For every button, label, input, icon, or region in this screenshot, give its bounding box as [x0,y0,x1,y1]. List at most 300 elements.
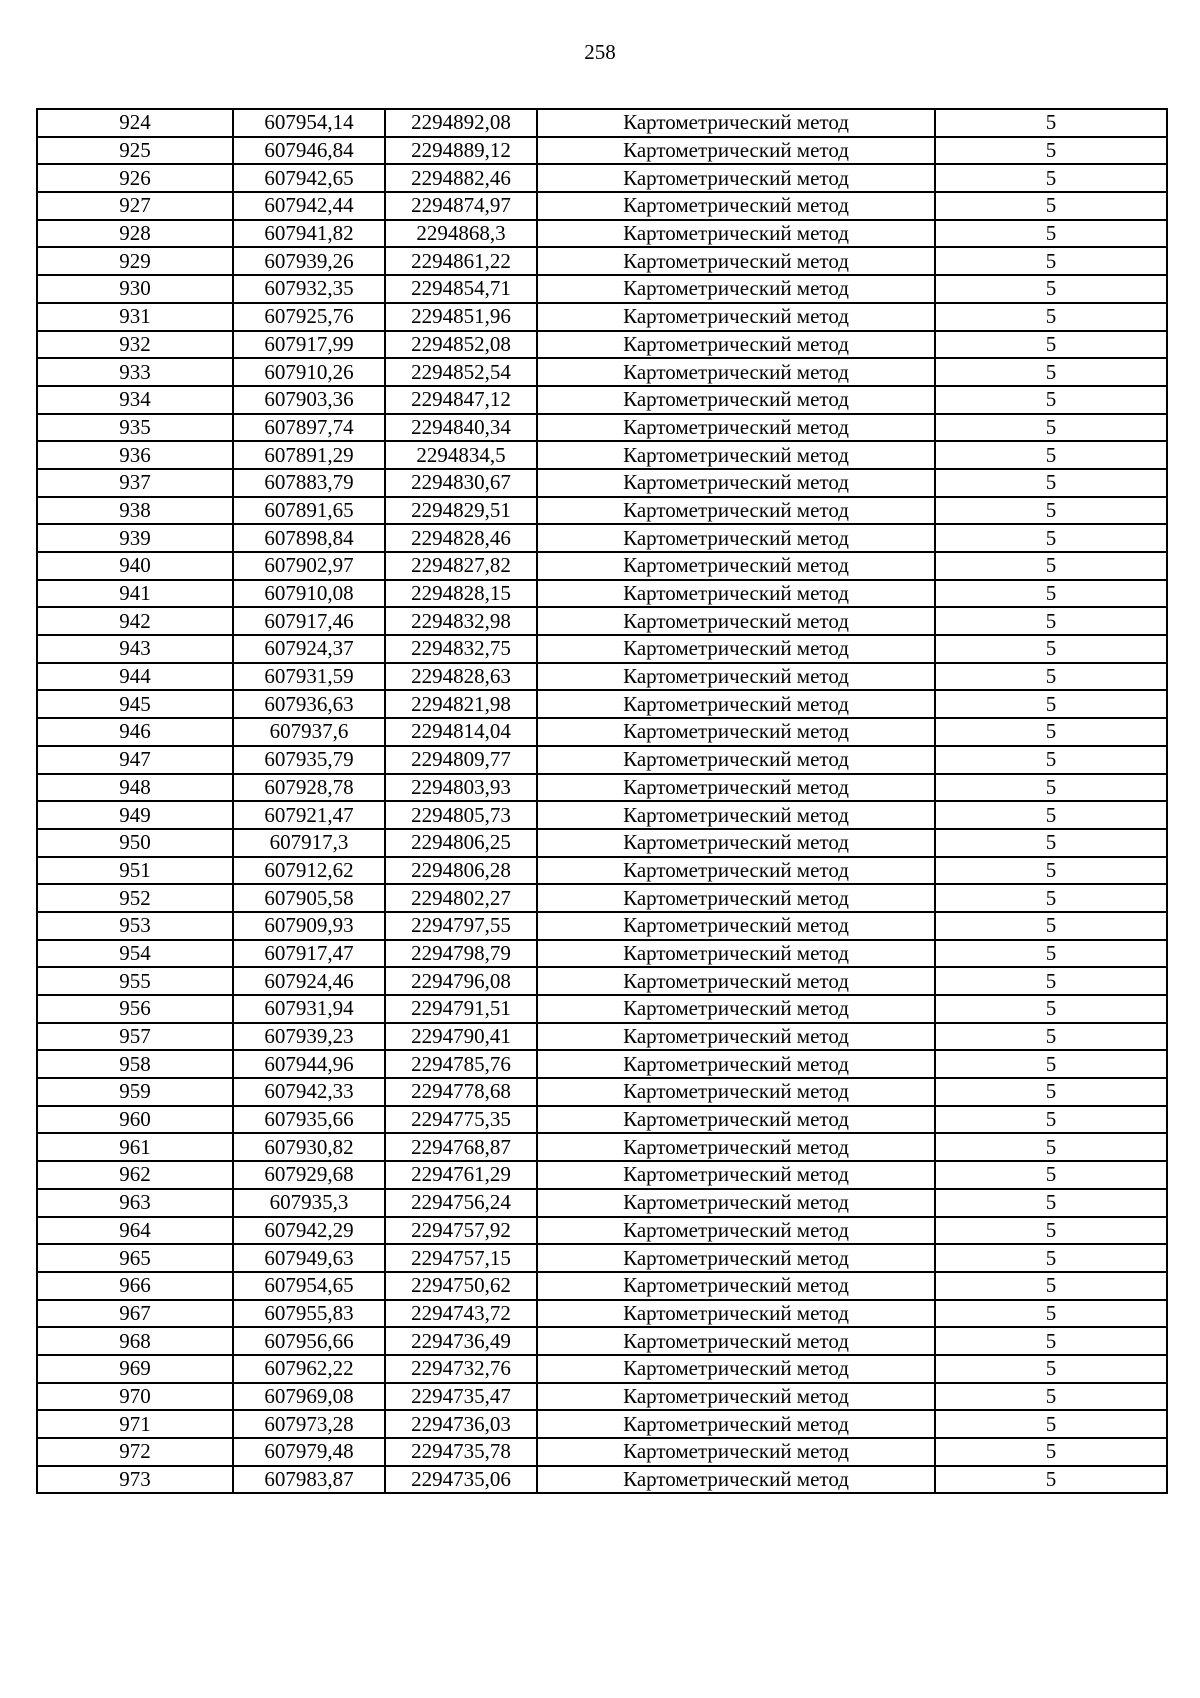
method-cell: Картометрический метод [537,884,935,912]
x-coordinate-cell: 607979,48 [233,1438,385,1466]
point-number-cell: 955 [37,967,233,995]
point-number-cell: 951 [37,857,233,885]
x-coordinate-cell: 607928,78 [233,774,385,802]
method-cell: Картометрический метод [537,109,935,137]
method-cell: Картометрический метод [537,137,935,165]
method-cell: Картометрический метод [537,1189,935,1217]
accuracy-cell: 5 [935,1106,1167,1134]
method-cell: Картометрический метод [537,635,935,663]
method-cell: Картометрический метод [537,1438,935,1466]
point-number-cell: 947 [37,746,233,774]
accuracy-cell: 5 [935,497,1167,525]
y-coordinate-cell: 2294852,54 [385,358,537,386]
accuracy-cell: 5 [935,829,1167,857]
accuracy-cell: 5 [935,1133,1167,1161]
y-coordinate-cell: 2294832,75 [385,635,537,663]
method-cell: Картометрический метод [537,1300,935,1328]
point-number-cell: 932 [37,331,233,359]
y-coordinate-cell: 2294790,41 [385,1023,537,1051]
accuracy-cell: 5 [935,1050,1167,1078]
method-cell: Картометрический метод [537,331,935,359]
accuracy-cell: 5 [935,552,1167,580]
accuracy-cell: 5 [935,884,1167,912]
accuracy-cell: 5 [935,580,1167,608]
method-cell: Картометрический метод [537,469,935,497]
accuracy-cell: 5 [935,1327,1167,1355]
accuracy-cell: 5 [935,774,1167,802]
x-coordinate-cell: 607944,96 [233,1050,385,1078]
point-number-cell: 936 [37,441,233,469]
x-coordinate-cell: 607942,44 [233,192,385,220]
x-coordinate-cell: 607925,76 [233,303,385,331]
accuracy-cell: 5 [935,220,1167,248]
y-coordinate-cell: 2294778,68 [385,1078,537,1106]
method-cell: Картометрический метод [537,718,935,746]
y-coordinate-cell: 2294735,47 [385,1383,537,1411]
table-row [37,1023,1167,1051]
y-coordinate-cell: 2294735,06 [385,1466,537,1494]
x-coordinate-cell: 607936,63 [233,690,385,718]
method-cell: Картометрический метод [537,1217,935,1245]
x-coordinate-cell: 607949,63 [233,1244,385,1272]
accuracy-cell: 5 [935,967,1167,995]
method-cell: Картометрический метод [537,220,935,248]
method-cell: Картометрический метод [537,857,935,885]
x-coordinate-cell: 607912,62 [233,857,385,885]
table-row [37,1106,1167,1134]
y-coordinate-cell: 2294840,34 [385,414,537,442]
method-cell: Картометрический метод [537,497,935,525]
y-coordinate-cell: 2294854,71 [385,275,537,303]
method-cell: Картометрический метод [537,1133,935,1161]
method-cell: Картометрический метод [537,1272,935,1300]
accuracy-cell: 5 [935,718,1167,746]
accuracy-cell: 5 [935,912,1167,940]
y-coordinate-cell: 2294736,03 [385,1410,537,1438]
x-coordinate-cell: 607898,84 [233,524,385,552]
accuracy-cell: 5 [935,331,1167,359]
method-cell: Картометрический метод [537,1410,935,1438]
point-number-cell: 931 [37,303,233,331]
x-coordinate-cell: 607956,66 [233,1327,385,1355]
x-coordinate-cell: 607910,26 [233,358,385,386]
method-cell: Картометрический метод [537,164,935,192]
point-number-cell: 944 [37,663,233,691]
method-cell: Картометрический метод [537,1050,935,1078]
x-coordinate-cell: 607902,97 [233,552,385,580]
table-row [37,247,1167,275]
x-coordinate-cell: 607935,79 [233,746,385,774]
accuracy-cell: 5 [935,1410,1167,1438]
table-row [37,552,1167,580]
table-row [37,1217,1167,1245]
method-cell: Картометрический метод [537,1023,935,1051]
table-row [37,1244,1167,1272]
method-cell: Картометрический метод [537,1383,935,1411]
accuracy-cell: 5 [935,386,1167,414]
accuracy-cell: 5 [935,1217,1167,1245]
table-row [37,275,1167,303]
y-coordinate-cell: 2294892,08 [385,109,537,137]
point-number-cell: 926 [37,164,233,192]
y-coordinate-cell: 2294821,98 [385,690,537,718]
point-number-cell: 929 [37,247,233,275]
x-coordinate-cell: 607930,82 [233,1133,385,1161]
y-coordinate-cell: 2294798,79 [385,940,537,968]
x-coordinate-cell: 607939,26 [233,247,385,275]
y-coordinate-cell: 2294791,51 [385,995,537,1023]
point-number-cell: 939 [37,524,233,552]
point-number-cell: 949 [37,801,233,829]
method-cell: Картометрический метод [537,690,935,718]
method-cell: Картометрический метод [537,303,935,331]
method-cell: Картометрический метод [537,995,935,1023]
x-coordinate-cell: 607935,66 [233,1106,385,1134]
accuracy-cell: 5 [935,1383,1167,1411]
x-coordinate-cell: 607942,29 [233,1217,385,1245]
point-number-cell: 928 [37,220,233,248]
accuracy-cell: 5 [935,358,1167,386]
point-number-cell: 942 [37,607,233,635]
table-row [37,1410,1167,1438]
y-coordinate-cell: 2294828,15 [385,580,537,608]
table-row [37,1133,1167,1161]
y-coordinate-cell: 2294851,96 [385,303,537,331]
method-cell: Картометрический метод [537,940,935,968]
y-coordinate-cell: 2294828,46 [385,524,537,552]
x-coordinate-cell: 607897,74 [233,414,385,442]
point-number-cell: 925 [37,137,233,165]
point-number-cell: 969 [37,1355,233,1383]
accuracy-cell: 5 [935,635,1167,663]
accuracy-cell: 5 [935,995,1167,1023]
x-coordinate-cell: 607891,29 [233,441,385,469]
x-coordinate-cell: 607917,99 [233,331,385,359]
point-number-cell: 967 [37,1300,233,1328]
table-row [37,1189,1167,1217]
accuracy-cell: 5 [935,1161,1167,1189]
point-number-cell: 972 [37,1438,233,1466]
table-row [37,1161,1167,1189]
point-number-cell: 953 [37,912,233,940]
y-coordinate-cell: 2294814,04 [385,718,537,746]
x-coordinate-cell: 607939,23 [233,1023,385,1051]
method-cell: Картометрический метод [537,607,935,635]
x-coordinate-cell: 607942,65 [233,164,385,192]
y-coordinate-cell: 2294806,28 [385,857,537,885]
point-number-cell: 961 [37,1133,233,1161]
x-coordinate-cell: 607955,83 [233,1300,385,1328]
point-number-cell: 935 [37,414,233,442]
point-number-cell: 952 [37,884,233,912]
point-number-cell: 968 [37,1327,233,1355]
point-number-cell: 927 [37,192,233,220]
accuracy-cell: 5 [935,137,1167,165]
method-cell: Картометрический метод [537,247,935,275]
point-number-cell: 963 [37,1189,233,1217]
x-coordinate-cell: 607941,82 [233,220,385,248]
point-number-cell: 960 [37,1106,233,1134]
point-number-cell: 934 [37,386,233,414]
method-cell: Картометрический метод [537,746,935,774]
table-row [37,414,1167,442]
x-coordinate-cell: 607954,65 [233,1272,385,1300]
accuracy-cell: 5 [935,441,1167,469]
y-coordinate-cell: 2294796,08 [385,967,537,995]
accuracy-cell: 5 [935,1244,1167,1272]
point-number-cell: 956 [37,995,233,1023]
y-coordinate-cell: 2294768,87 [385,1133,537,1161]
method-cell: Картометрический метод [537,829,935,857]
point-number-cell: 966 [37,1272,233,1300]
accuracy-cell: 5 [935,164,1167,192]
accuracy-cell: 5 [935,1078,1167,1106]
method-cell: Картометрический метод [537,275,935,303]
accuracy-cell: 5 [935,109,1167,137]
y-coordinate-cell: 2294852,08 [385,331,537,359]
table-row [37,1078,1167,1106]
method-cell: Картометрический метод [537,580,935,608]
x-coordinate-cell: 607954,14 [233,109,385,137]
point-number-cell: 940 [37,552,233,580]
x-coordinate-cell: 607929,68 [233,1161,385,1189]
y-coordinate-cell: 2294847,12 [385,386,537,414]
x-coordinate-cell: 607921,47 [233,801,385,829]
point-number-cell: 970 [37,1383,233,1411]
accuracy-cell: 5 [935,857,1167,885]
point-number-cell: 971 [37,1410,233,1438]
y-coordinate-cell: 2294735,78 [385,1438,537,1466]
method-cell: Картометрический метод [537,386,935,414]
accuracy-cell: 5 [935,469,1167,497]
point-number-cell: 945 [37,690,233,718]
x-coordinate-cell: 607917,3 [233,829,385,857]
y-coordinate-cell: 2294829,51 [385,497,537,525]
accuracy-cell: 5 [935,303,1167,331]
table-row [37,303,1167,331]
point-number-cell: 957 [37,1023,233,1051]
point-number-cell: 973 [37,1466,233,1494]
x-coordinate-cell: 607917,46 [233,607,385,635]
x-coordinate-cell: 607905,58 [233,884,385,912]
accuracy-cell: 5 [935,247,1167,275]
y-coordinate-cell: 2294805,73 [385,801,537,829]
accuracy-cell: 5 [935,1466,1167,1494]
table-row [37,109,1167,137]
point-number-cell: 948 [37,774,233,802]
point-number-cell: 965 [37,1244,233,1272]
page-number: 258 [584,40,616,64]
x-coordinate-cell: 607924,46 [233,967,385,995]
x-coordinate-cell: 607931,59 [233,663,385,691]
x-coordinate-cell: 607883,79 [233,469,385,497]
table-row [37,1466,1167,1494]
x-coordinate-cell: 607983,87 [233,1466,385,1494]
point-number-cell: 937 [37,469,233,497]
table-row [37,220,1167,248]
accuracy-cell: 5 [935,1300,1167,1328]
point-number-cell: 943 [37,635,233,663]
x-coordinate-cell: 607910,08 [233,580,385,608]
x-coordinate-cell: 607969,08 [233,1383,385,1411]
y-coordinate-cell: 2294832,98 [385,607,537,635]
table-row [37,995,1167,1023]
table-row [37,912,1167,940]
accuracy-cell: 5 [935,607,1167,635]
table-row [37,857,1167,885]
x-coordinate-cell: 607946,84 [233,137,385,165]
method-cell: Картометрический метод [537,801,935,829]
y-coordinate-cell: 2294802,27 [385,884,537,912]
point-number-cell: 950 [37,829,233,857]
x-coordinate-cell: 607903,36 [233,386,385,414]
y-coordinate-cell: 2294834,5 [385,441,537,469]
table-row [37,1327,1167,1355]
y-coordinate-cell: 2294868,3 [385,220,537,248]
x-coordinate-cell: 607937,6 [233,718,385,746]
x-coordinate-cell: 607942,33 [233,1078,385,1106]
point-number-cell: 933 [37,358,233,386]
accuracy-cell: 5 [935,1355,1167,1383]
y-coordinate-cell: 2294882,46 [385,164,537,192]
y-coordinate-cell: 2294797,55 [385,912,537,940]
accuracy-cell: 5 [935,663,1167,691]
table-row [37,829,1167,857]
y-coordinate-cell: 2294785,76 [385,1050,537,1078]
y-coordinate-cell: 2294861,22 [385,247,537,275]
x-coordinate-cell: 607891,65 [233,497,385,525]
point-number-cell: 930 [37,275,233,303]
accuracy-cell: 5 [935,192,1167,220]
table-row [37,524,1167,552]
point-number-cell: 941 [37,580,233,608]
method-cell: Картометрический метод [537,192,935,220]
y-coordinate-cell: 2294736,49 [385,1327,537,1355]
y-coordinate-cell: 2294827,82 [385,552,537,580]
table-row [37,746,1167,774]
table-row [37,137,1167,165]
table-row [37,967,1167,995]
accuracy-cell: 5 [935,1272,1167,1300]
x-coordinate-cell: 607935,3 [233,1189,385,1217]
method-cell: Картометрический метод [537,1355,935,1383]
y-coordinate-cell: 2294757,92 [385,1217,537,1245]
point-number-cell: 962 [37,1161,233,1189]
y-coordinate-cell: 2294732,76 [385,1355,537,1383]
table-row [37,469,1167,497]
y-coordinate-cell: 2294889,12 [385,137,537,165]
accuracy-cell: 5 [935,1438,1167,1466]
table-row [37,1272,1167,1300]
accuracy-cell: 5 [935,524,1167,552]
table-row [37,1438,1167,1466]
accuracy-cell: 5 [935,690,1167,718]
table-row [37,386,1167,414]
x-coordinate-cell: 607973,28 [233,1410,385,1438]
table-row [37,497,1167,525]
table-row [37,441,1167,469]
table-row [37,635,1167,663]
method-cell: Картометрический метод [537,1466,935,1494]
method-cell: Картометрический метод [537,1106,935,1134]
table-row [37,663,1167,691]
y-coordinate-cell: 2294830,67 [385,469,537,497]
method-cell: Картометрический метод [537,912,935,940]
y-coordinate-cell: 2294775,35 [385,1106,537,1134]
x-coordinate-cell: 607932,35 [233,275,385,303]
method-cell: Картометрический метод [537,358,935,386]
y-coordinate-cell: 2294757,15 [385,1244,537,1272]
accuracy-cell: 5 [935,1023,1167,1051]
point-number-cell: 954 [37,940,233,968]
table-row [37,358,1167,386]
table-row [37,1050,1167,1078]
table-row [37,192,1167,220]
method-cell: Картометрический метод [537,1161,935,1189]
method-cell: Картометрический метод [537,552,935,580]
method-cell: Картометрический метод [537,1244,935,1272]
table-row [37,940,1167,968]
point-number-cell: 946 [37,718,233,746]
table-row [37,1383,1167,1411]
coordinates-table-body [37,109,1167,1493]
x-coordinate-cell: 607917,47 [233,940,385,968]
y-coordinate-cell: 2294803,93 [385,774,537,802]
method-cell: Картометрический метод [537,414,935,442]
table-row [37,1355,1167,1383]
table-row [37,580,1167,608]
y-coordinate-cell: 2294761,29 [385,1161,537,1189]
y-coordinate-cell: 2294809,77 [385,746,537,774]
accuracy-cell: 5 [935,801,1167,829]
y-coordinate-cell: 2294756,24 [385,1189,537,1217]
x-coordinate-cell: 607931,94 [233,995,385,1023]
y-coordinate-cell: 2294806,25 [385,829,537,857]
y-coordinate-cell: 2294874,97 [385,192,537,220]
method-cell: Картометрический метод [537,1078,935,1106]
accuracy-cell: 5 [935,1189,1167,1217]
coordinates-table [36,108,1168,1494]
method-cell: Картометрический метод [537,967,935,995]
method-cell: Картометрический метод [537,774,935,802]
x-coordinate-cell: 607924,37 [233,635,385,663]
y-coordinate-cell: 2294743,72 [385,1300,537,1328]
point-number-cell: 958 [37,1050,233,1078]
x-coordinate-cell: 607962,22 [233,1355,385,1383]
method-cell: Картометрический метод [537,441,935,469]
table-row [37,1300,1167,1328]
y-coordinate-cell: 2294750,62 [385,1272,537,1300]
accuracy-cell: 5 [935,414,1167,442]
table-row [37,718,1167,746]
table-row [37,331,1167,359]
accuracy-cell: 5 [935,940,1167,968]
table-row [37,884,1167,912]
x-coordinate-cell: 607909,93 [233,912,385,940]
y-coordinate-cell: 2294828,63 [385,663,537,691]
method-cell: Картометрический метод [537,524,935,552]
point-number-cell: 964 [37,1217,233,1245]
method-cell: Картометрический метод [537,663,935,691]
table-row [37,801,1167,829]
point-number-cell: 938 [37,497,233,525]
table-row [37,690,1167,718]
table-row [37,774,1167,802]
point-number-cell: 959 [37,1078,233,1106]
accuracy-cell: 5 [935,275,1167,303]
accuracy-cell: 5 [935,746,1167,774]
table-row [37,164,1167,192]
